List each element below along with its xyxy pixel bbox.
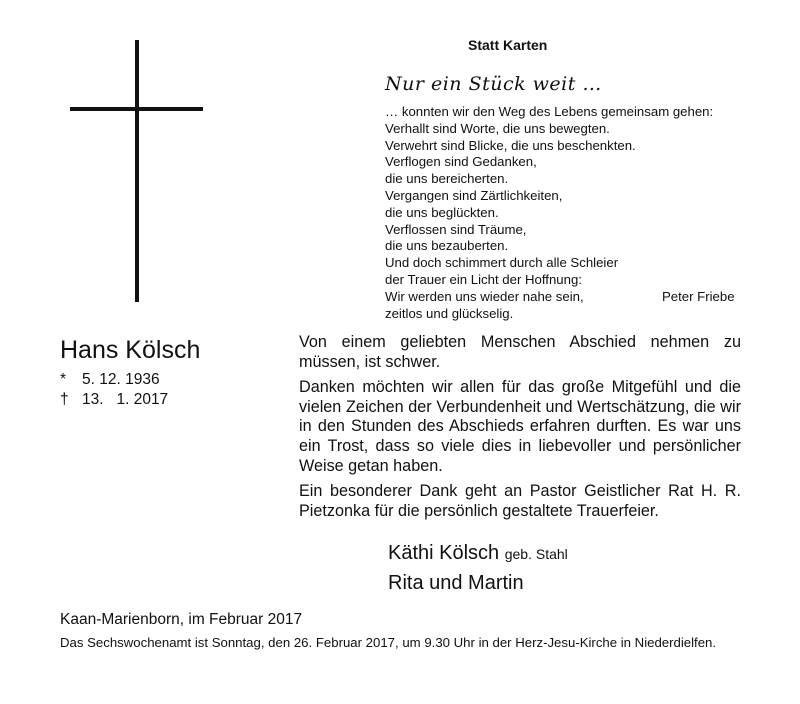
paragraph: Ein besonderer Dank geht an Pastor Geistlicher Rat H. R. Pietzonka für die persönlich gestaltete Trauerfeier. [299, 482, 741, 520]
poem-line: die uns beglückten. [385, 204, 499, 220]
deceased-name: Hans Kölsch [60, 336, 201, 364]
poem-line: Verflossen sind Träume, [385, 221, 527, 237]
thanks-text [299, 333, 741, 521]
birth-row [60, 370, 168, 390]
signature-first [388, 542, 568, 565]
poem-line: Und doch schimmert durch alle Schleier [385, 255, 619, 271]
poem-title: Nur ein Stück weit … [385, 73, 602, 95]
poem-line: Verhallt sind Worte, die uns bewegten. [385, 120, 610, 136]
death-row [60, 390, 168, 410]
poem-line: Wir werden uns wieder nahe sein, [385, 288, 584, 304]
signature-second: Rita und Martin [388, 572, 524, 594]
death-date: 13. 1. 2017 [82, 391, 169, 408]
life-dates [60, 370, 168, 410]
poem-line: Verflogen sind Gedanken, [385, 154, 537, 170]
signature-first-note: geb. Stahl [504, 546, 568, 562]
service-notice: Das Sechswochenamt ist Sonntag, den 26. Februar 2017, um 9.30 Uhr in der Herz-Jesu-Kirche in Niederdielfen. [60, 635, 717, 650]
poem-line: der Trauer ein Licht der Hoffnung: [385, 271, 582, 287]
poem-author: Peter Friebe [662, 289, 735, 304]
birth-symbol: * [60, 371, 67, 388]
cross-icon-bar [70, 107, 203, 111]
place-date: Kaan-Marienborn, im Februar 2017 [60, 611, 303, 628]
poem-line: Verwehrt sind Blicke, die uns beschenkten. [385, 137, 636, 153]
header-text: Statt Karten [468, 37, 548, 53]
poem-line: die uns bereicherten. [385, 171, 509, 187]
poem-line: zeitlos und glückselig. [385, 305, 514, 321]
paragraph: Danken möchten wir allen für das große Mitgefühl und die vielen Zeichen der Verbundenheit und Wertschätzung, die wir in den Stunden des Abschieds erfahren durften. Es war uns ein Trost, dass so viele dies in liebevoller und persönlicher Weise getan haben. [299, 378, 741, 475]
paragraph: Von einem geliebten Menschen Abschied nehmen zu müssen, ist schwer. [299, 333, 741, 371]
signature-first-name: Käthi Kölsch [388, 542, 500, 564]
poem-line: Vergangen sind Zärtlichkeiten, [385, 187, 563, 203]
cross-icon [135, 40, 139, 302]
poem-line: die uns bezauberten. [385, 238, 509, 254]
birth-date: 5. 12. 1936 [82, 371, 160, 388]
poem-line: … konnten wir den Weg des Lebens gemeinsam gehen: [385, 104, 714, 119]
death-symbol: † [60, 391, 69, 408]
